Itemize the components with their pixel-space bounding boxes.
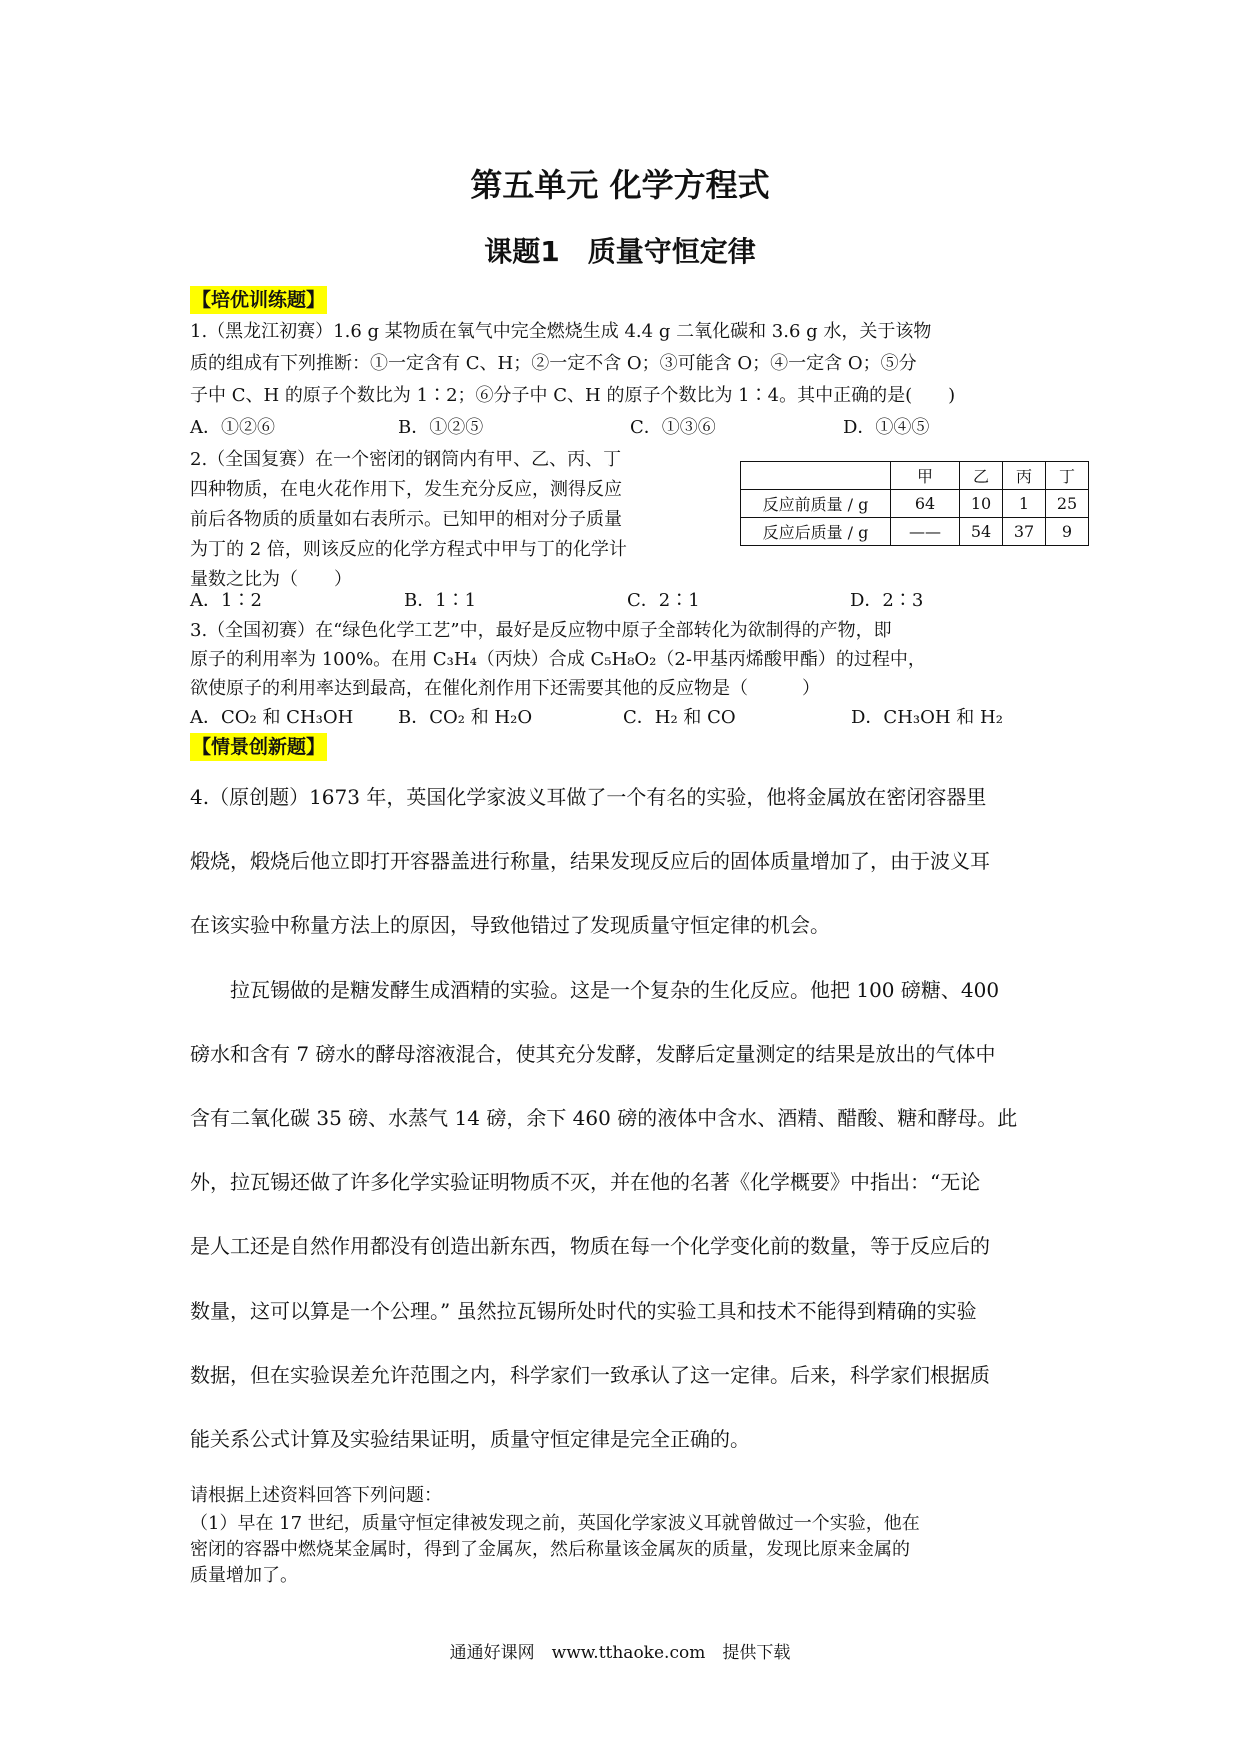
- q4-passage-line: 在该实验中称量方法上的原因，导致他错过了发现质量守恒定律的机会。: [190, 913, 830, 937]
- page-title: 第五单元 化学方程式: [470, 166, 770, 204]
- q2-option-b: B．1∶1: [404, 590, 477, 611]
- table-cell: 64: [891, 490, 960, 518]
- q4-passage-line: 磅水和含有 7 磅水的酵母溶液混合，使其充分发酵，发酵后定量测定的结果是放出的气体中: [190, 1042, 996, 1066]
- q4-passage-line: 含有二氧化碳 35 磅、水蒸气 14 磅，余下 460 磅的液体中含水、酒精、醋酸、糖和酵母。此: [190, 1106, 1018, 1130]
- table-row: [741, 490, 1089, 518]
- page-footer: 通通好课网 www.tthaoke.com 提供下载: [449, 1643, 791, 1663]
- q3-line-2: 原子的利用率为 100%。在用 C₃H₄（丙炔）合成 C₅H₈O₂（2-甲基丙烯酸甲酯）的过程中，: [190, 649, 926, 670]
- q4-sub-line: 质量增加了。: [190, 1565, 298, 1586]
- q4-passage-line: 能关系公式计算及实验结果证明，质量守恒定律是完全正确的。: [190, 1427, 750, 1451]
- table-header-row: [741, 462, 1089, 490]
- q3-line-3: 欲使原子的利用率达到最高，在催化剂作用下还需要其他的反应物是（ ）: [190, 678, 820, 699]
- q2-line-5: 量数之比为（ ）: [190, 569, 352, 590]
- q3-option-d: D．CH₃OH 和 H₂: [851, 707, 1003, 728]
- q4-passage-line: 4.（原创题）1673 年，英国化学家波义耳做了一个有名的实验，他将金属放在密闭容器里: [190, 785, 987, 809]
- table-cell: 反应前质量 / g: [741, 490, 891, 518]
- table-cell: 54: [960, 518, 1003, 546]
- q4-passage-line: 数量，这可以算是一个公理。” 虽然拉瓦锡所处时代的实验工具和技术不能得到精确的实验: [190, 1299, 977, 1323]
- q1-option-b: B．①②⑤: [398, 417, 484, 438]
- q2-option-c: C．2∶1: [627, 590, 700, 611]
- q4-prompt: 请根据上述资料回答下列问题：: [190, 1485, 442, 1506]
- q4-sub-line: 密闭的容器中燃烧某金属时，得到了金属灰，然后称量该金属灰的质量，发现比原来金属的: [190, 1539, 910, 1560]
- q3-option-a: A．CO₂ 和 CH₃OH: [190, 707, 354, 728]
- q3-option-c: C．H₂ 和 CO: [623, 707, 736, 728]
- q1-line-1: 1.（黑龙江初赛）1.6 g 某物质在氧气中完全燃烧生成 4.4 g 二氧化碳和 3.6 g 水，关于该物: [190, 321, 932, 342]
- q2-line-4: 为丁的 2 倍，则该反应的化学方程式中甲与丁的化学计: [190, 539, 627, 560]
- q3-line-1: 3.（全国初赛）在“绿色化学工艺”中，最好是反应物中原子全部转化为欲制得的产物，即: [190, 620, 892, 641]
- table-cell: 10: [960, 490, 1003, 518]
- table-header-cell: 丁: [1046, 462, 1089, 490]
- q1-option-a: A．①②⑥: [190, 417, 275, 438]
- q4-passage-line: 外，拉瓦锡还做了许多化学实验证明物质不灭，并在他的名著《化学概要》中指出：“无论: [190, 1170, 981, 1194]
- mass-table: [740, 461, 1089, 546]
- q2-option-a: A．1∶2: [190, 590, 262, 611]
- table-header-cell: 丙: [1003, 462, 1046, 490]
- q4-sub-line: （1）早在 17 世纪，质量守恒定律被发现之前，英国化学家波义耳就曾做过一个实验，他在: [190, 1513, 920, 1534]
- q2-line-3: 前后各物质的质量如右表所示。已知甲的相对分子质量: [190, 509, 622, 530]
- table-cell: 反应后质量 / g: [741, 518, 891, 546]
- table-cell: 37: [1003, 518, 1046, 546]
- table-row: [741, 518, 1089, 546]
- table-cell: 9: [1046, 518, 1089, 546]
- q1-option-c: C．①③⑥: [630, 417, 716, 438]
- page-subtitle: 课题1 质量守恒定律: [484, 235, 756, 268]
- table-cell: 25: [1046, 490, 1089, 518]
- q4-passage-line: 数据，但在实验误差允许范围之内，科学家们一致承认了这一定律。后来，科学家们根据质: [190, 1363, 990, 1387]
- q4-passage-line: 煅烧，煅烧后他立即打开容器盖进行称量，结果发现反应后的固体质量增加了，由于波义耳: [190, 849, 990, 873]
- q2-line-2: 四种物质，在电火花作用下，发生充分反应，测得反应: [190, 479, 622, 500]
- q3-option-b: B．CO₂ 和 H₂O: [398, 707, 533, 728]
- q2-option-d: D．2∶3: [850, 590, 924, 611]
- q4-passage-line: 是人工还是自然作用都没有创造出新东西，物质在每一个化学变化前的数量，等于反应后的: [190, 1234, 990, 1258]
- table-cell: ——: [891, 518, 960, 546]
- table-header-cell: 甲: [891, 462, 960, 490]
- q2-line-1: 2.（全国复赛）在一个密闭的钢筒内有甲、乙、丙、丁: [190, 449, 622, 470]
- q4-passage-line: 拉瓦锡做的是糖发酵生成酒精的实验。这是一个复杂的生化反应。他把 100 磅糖、400: [190, 978, 1000, 1002]
- q1-line-2: 质的组成有下列推断：①一定含有 C、H；②一定不含 O；③可能含 O；④一定含 O；⑤分: [190, 353, 917, 374]
- section-label-training: 【培优训练题】: [190, 286, 327, 314]
- table-header-cell: [741, 462, 891, 490]
- q1-line-3: 子中 C、H 的原子个数比为 1∶2；⑥分子中 C、H 的原子个数比为 1∶4。其中正确的是( ): [190, 385, 956, 406]
- section-label-innovation: 【情景创新题】: [190, 733, 327, 761]
- q1-option-d: D．①④⑤: [843, 417, 930, 438]
- table-header-cell: 乙: [960, 462, 1003, 490]
- table-cell: 1: [1003, 490, 1046, 518]
